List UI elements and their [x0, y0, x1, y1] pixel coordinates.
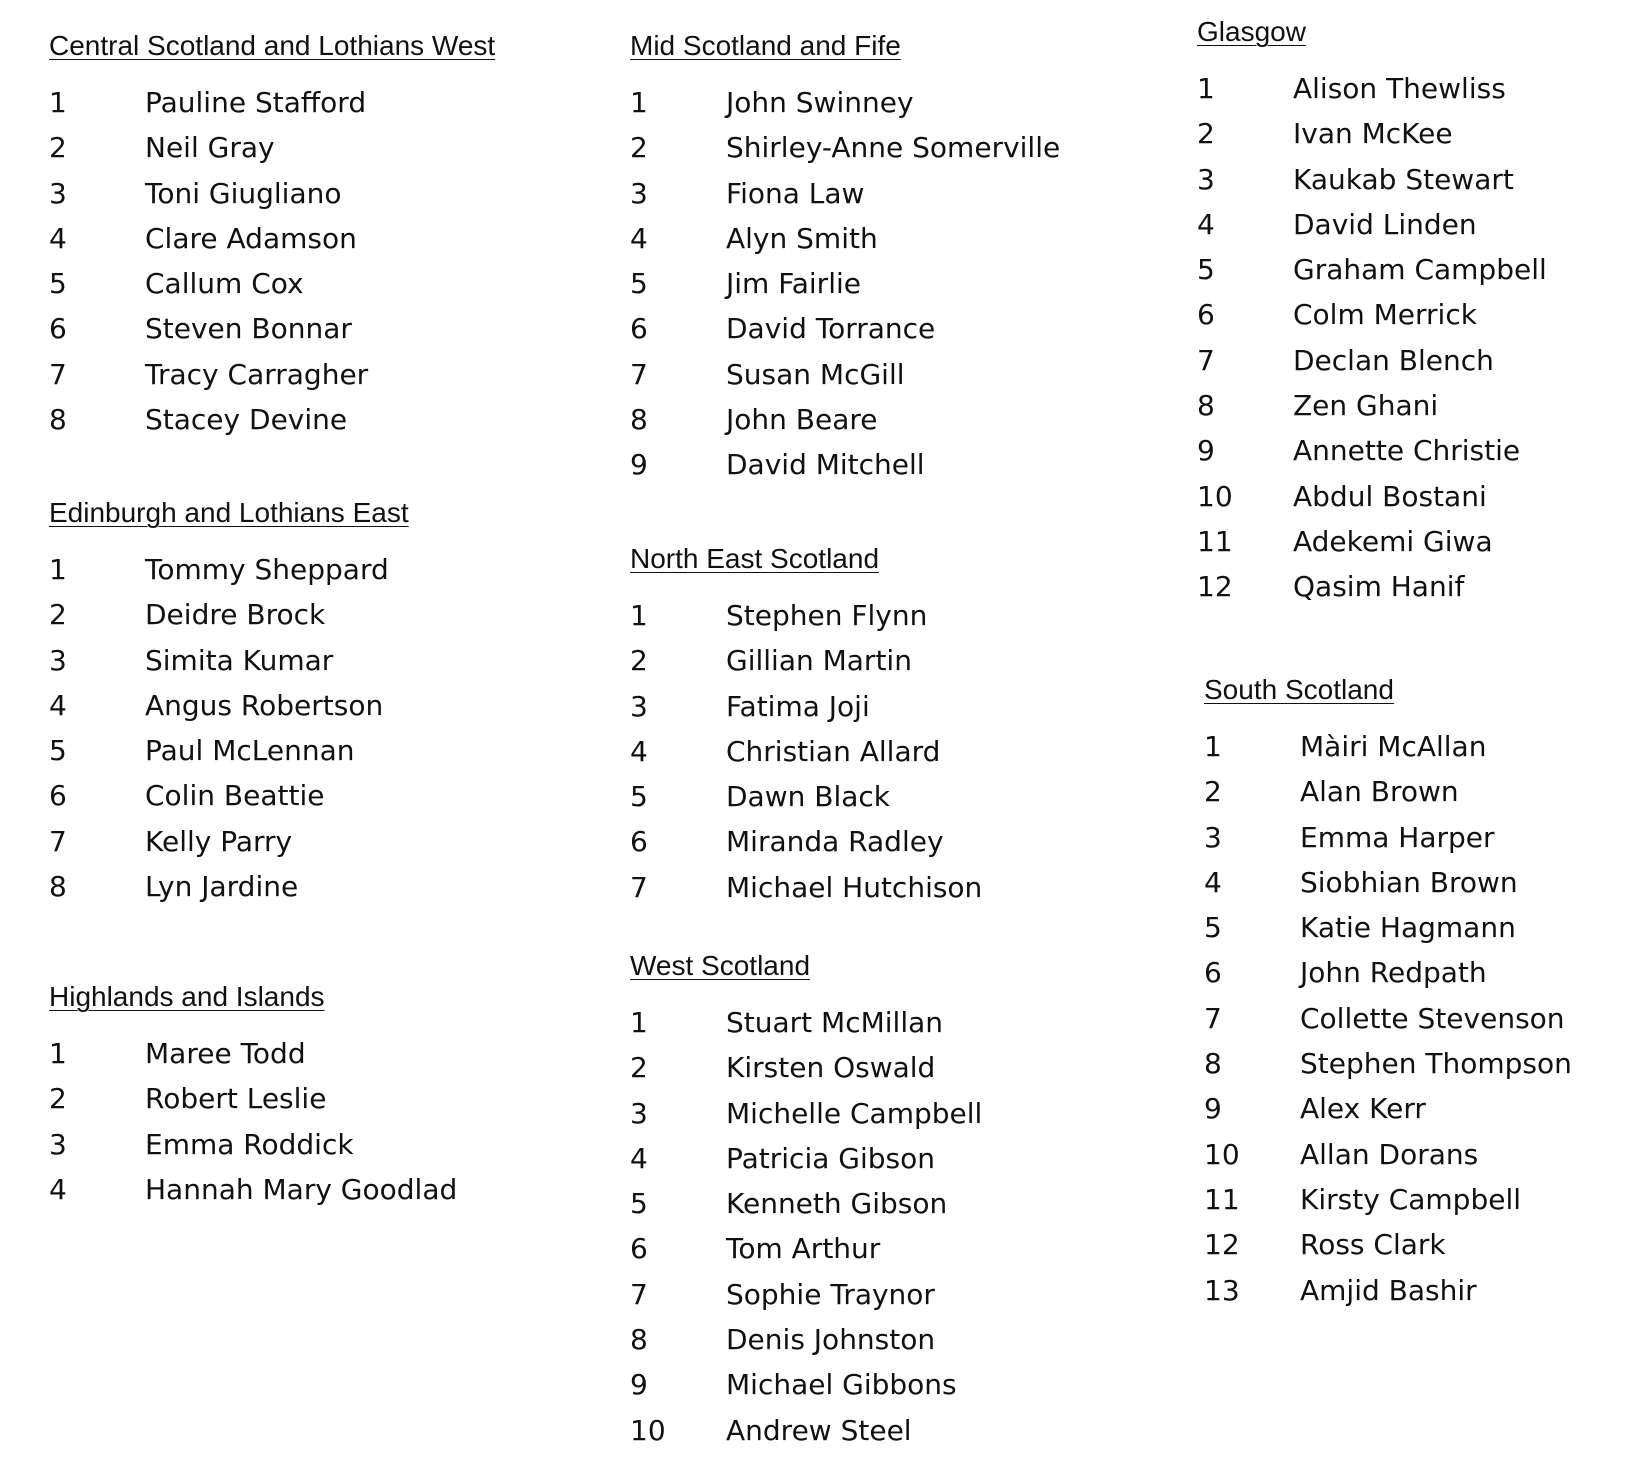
candidate-rank: 2	[49, 598, 67, 632]
candidate-rank: 1	[49, 1037, 67, 1070]
candidate-name: Ross Clark	[1300, 1228, 1446, 1262]
candidate-rank: 3	[49, 643, 67, 677]
candidate-rank: 7	[630, 357, 648, 391]
candidate-name: Ivan McKee	[1293, 117, 1453, 151]
candidate-rank: 9	[1204, 1092, 1222, 1126]
candidate-rank: 3	[1204, 820, 1222, 854]
candidate-rank: 5	[49, 734, 67, 768]
candidate-name: Gillian Martin	[726, 644, 912, 678]
candidate-name: John Swinney	[726, 86, 914, 119]
candidate-row	[630, 397, 1060, 442]
candidate-rank: 8	[1204, 1047, 1222, 1081]
candidate-name: Katie Hagmann	[1300, 911, 1516, 945]
candidate-row	[630, 819, 982, 864]
candidate-name: Kirsten Oswald	[726, 1051, 936, 1085]
candidate-rank: 10	[630, 1413, 666, 1447]
candidate-row	[1197, 111, 1547, 156]
candidate-row	[49, 397, 495, 442]
candidate-rank: 4	[1204, 865, 1222, 899]
candidate-rank: 4	[1197, 207, 1215, 241]
candidate-rank: 12	[1197, 570, 1233, 604]
region-mid-scotland-fife	[630, 26, 1060, 488]
candidate-rank: 3	[630, 689, 648, 723]
region-edinburgh-lothians-east	[49, 493, 409, 909]
candidate-row	[630, 638, 982, 683]
region-north-east-scotland	[630, 539, 982, 910]
candidate-row	[630, 593, 982, 638]
candidate-name: David Torrance	[726, 312, 936, 346]
candidate-row	[49, 683, 409, 728]
candidate-row	[1197, 474, 1547, 519]
candidate-row	[630, 442, 1060, 487]
candidate-row	[630, 1045, 982, 1090]
candidate-name: Michael Hutchison	[726, 870, 983, 904]
candidate-row	[49, 1031, 457, 1076]
candidate-rank: 2	[1197, 117, 1215, 151]
candidate-row	[1204, 1268, 1572, 1313]
candidate-row	[1204, 860, 1572, 905]
candidate-rank: 3	[49, 176, 67, 210]
candidate-row	[1197, 247, 1547, 292]
region-title: West Scotland	[630, 950, 811, 981]
candidate-row	[49, 352, 495, 397]
candidate-row	[49, 306, 495, 351]
candidate-list	[630, 593, 982, 910]
candidate-rank: 5	[630, 267, 648, 301]
candidate-name: Fiona Law	[726, 176, 865, 210]
candidate-name: Toni Giugliano	[145, 176, 342, 210]
candidate-row	[630, 352, 1060, 397]
candidate-name: Colin Beattie	[145, 779, 325, 813]
candidate-rank: 5	[630, 1187, 648, 1221]
region-title: Glasgow	[1197, 16, 1306, 47]
candidate-name: Graham Campbell	[1293, 253, 1547, 287]
candidate-rank: 2	[49, 131, 67, 165]
candidate-name: John Redpath	[1300, 956, 1487, 990]
candidate-rank: 9	[630, 1368, 648, 1402]
candidate-name: Siobhian Brown	[1300, 865, 1518, 899]
candidate-rank: 3	[49, 1127, 67, 1161]
candidate-row	[630, 171, 1060, 216]
candidate-rank: 11	[1197, 524, 1233, 558]
candidate-rank: 2	[630, 644, 648, 678]
candidate-row	[49, 1167, 457, 1212]
candidate-row	[1204, 996, 1572, 1041]
candidate-name: Susan McGill	[726, 357, 905, 391]
candidate-name: Patricia Gibson	[726, 1141, 936, 1175]
candidate-rank: 13	[1204, 1273, 1240, 1307]
candidate-name: Colm Merrick	[1293, 298, 1477, 332]
region-highlands-islands	[49, 977, 457, 1212]
candidate-name: John Beare	[726, 403, 878, 437]
candidate-row	[49, 1122, 457, 1167]
candidate-name: Lyn Jardine	[145, 870, 299, 904]
candidate-name: Declan Blench	[1293, 343, 1494, 377]
candidate-name: Michael Gibbons	[726, 1368, 957, 1402]
candidate-name: Sophie Traynor	[726, 1277, 935, 1311]
candidate-name: David Mitchell	[726, 448, 925, 482]
candidate-row	[1204, 1177, 1572, 1222]
candidate-name: Amjid Bashir	[1300, 1273, 1477, 1307]
candidate-name: Qasim Hanif	[1293, 570, 1465, 604]
candidate-rank: 1	[49, 553, 67, 586]
candidate-rank: 6	[630, 1232, 648, 1266]
candidate-name: Michelle Campbell	[726, 1096, 983, 1130]
candidate-name: Hannah Mary Goodlad	[145, 1172, 458, 1206]
candidate-row	[49, 1076, 457, 1121]
candidate-row	[630, 1091, 982, 1136]
candidate-name: Christian Allard	[726, 734, 941, 768]
candidate-rank: 7	[630, 1277, 648, 1311]
candidate-row	[1197, 383, 1547, 428]
candidate-rank: 3	[630, 1096, 648, 1130]
candidate-name: Alison Thewliss	[1293, 72, 1506, 105]
candidate-list	[49, 80, 495, 442]
candidate-name: Simita Kumar	[145, 643, 334, 677]
candidate-row	[630, 729, 982, 774]
candidate-name: Tommy Sheppard	[145, 553, 389, 586]
candidate-rank: 4	[49, 221, 67, 255]
candidate-list	[1197, 66, 1547, 610]
candidate-row	[1204, 815, 1572, 860]
candidate-row	[630, 1181, 982, 1226]
candidate-list	[49, 1031, 457, 1212]
candidate-row	[1204, 769, 1572, 814]
candidate-name: Andrew Steel	[726, 1413, 912, 1447]
candidate-row	[49, 261, 495, 306]
candidate-row	[630, 1272, 982, 1317]
candidate-name: Jim Fairlie	[726, 267, 861, 301]
candidate-rank: 7	[49, 824, 67, 858]
candidate-rank: 6	[1204, 956, 1222, 990]
candidate-row	[49, 773, 409, 818]
candidate-rank: 3	[630, 176, 648, 210]
candidate-rank: 8	[49, 870, 67, 904]
candidate-name: Callum Cox	[145, 267, 304, 301]
candidate-row	[630, 1226, 982, 1271]
candidate-list	[630, 80, 1060, 488]
candidate-name: Annette Christie	[1293, 434, 1521, 468]
candidate-name: Stephen Thompson	[1300, 1047, 1572, 1081]
candidate-list	[49, 547, 409, 909]
candidate-row	[49, 80, 495, 125]
candidate-rank: 10	[1197, 479, 1233, 513]
candidate-name: Alyn Smith	[726, 221, 878, 255]
candidate-rank: 6	[49, 779, 67, 813]
candidate-rank: 1	[1197, 72, 1215, 105]
region-west-scotland	[630, 946, 982, 1453]
candidate-name: Neil Gray	[145, 131, 275, 165]
candidate-name: Allan Dorans	[1300, 1137, 1479, 1171]
candidate-row	[1197, 157, 1547, 202]
candidate-rank: 7	[49, 357, 67, 391]
candidate-name: Tracy Carragher	[145, 357, 369, 391]
candidate-row	[49, 819, 409, 864]
candidate-row	[1204, 1086, 1572, 1131]
candidate-row	[630, 1000, 982, 1045]
candidate-name: Emma Roddick	[145, 1127, 354, 1161]
candidate-rank: 2	[630, 1051, 648, 1085]
candidate-rank: 5	[1197, 253, 1215, 287]
candidate-name: David Linden	[1293, 207, 1477, 241]
candidate-name: Kenneth Gibson	[726, 1187, 948, 1221]
candidate-name: Alan Brown	[1300, 775, 1459, 809]
candidate-row	[49, 125, 495, 170]
candidate-rank: 4	[630, 221, 648, 255]
candidate-row	[630, 684, 982, 729]
candidate-row	[49, 216, 495, 261]
candidate-rank: 4	[49, 688, 67, 722]
candidate-row	[1197, 564, 1547, 609]
candidate-rank: 5	[49, 267, 67, 301]
candidate-rank: 7	[1197, 343, 1215, 377]
candidate-row	[1197, 292, 1547, 337]
candidate-name: Màiri McAllan	[1300, 730, 1487, 763]
candidate-row	[1204, 724, 1572, 769]
candidate-name: Denis Johnston	[726, 1323, 936, 1357]
candidate-row	[630, 1317, 982, 1362]
candidate-rank: 1	[1204, 730, 1222, 763]
region-title: Edinburgh and Lothians East	[49, 497, 409, 528]
candidate-row	[1197, 202, 1547, 247]
candidate-row	[630, 80, 1060, 125]
candidate-row	[630, 1362, 982, 1407]
region-title: Mid Scotland and Fife	[630, 30, 901, 61]
candidate-rank: 4	[630, 734, 648, 768]
candidate-name: Stuart McMillan	[726, 1006, 943, 1039]
candidate-row	[630, 216, 1060, 261]
candidate-row	[630, 1408, 982, 1453]
candidate-rank: 11	[1204, 1182, 1240, 1216]
candidate-name: Abdul Bostani	[1293, 479, 1487, 513]
candidate-rank: 1	[630, 1006, 648, 1039]
region-central-scotland-lothians-west	[49, 26, 495, 442]
candidate-row	[630, 774, 982, 819]
candidate-rank: 6	[630, 825, 648, 859]
candidate-name: Steven Bonnar	[145, 312, 352, 346]
candidate-row	[630, 125, 1060, 170]
candidate-rank: 5	[1204, 911, 1222, 945]
candidate-name: Alex Kerr	[1300, 1092, 1426, 1126]
candidate-rank: 8	[630, 403, 648, 437]
candidate-name: Tom Arthur	[726, 1232, 881, 1266]
region-glasgow	[1197, 12, 1547, 610]
candidate-name: Zen Ghani	[1293, 389, 1439, 423]
candidate-name: Maree Todd	[145, 1037, 306, 1070]
candidate-name: Emma Harper	[1300, 820, 1495, 854]
candidate-row	[1204, 905, 1572, 950]
candidate-name: Kaukab Stewart	[1293, 162, 1514, 196]
candidate-row	[49, 592, 409, 637]
region-title: Highlands and Islands	[49, 981, 325, 1012]
candidate-rank: 9	[630, 448, 648, 482]
candidate-rank: 8	[49, 403, 67, 437]
candidate-name: Stacey Devine	[145, 403, 348, 437]
candidate-row	[1197, 338, 1547, 383]
candidate-name: Fatima Joji	[726, 689, 870, 723]
region-title: South Scotland	[1204, 674, 1394, 705]
candidate-rank: 7	[1204, 1001, 1222, 1035]
candidate-rank: 4	[630, 1141, 648, 1175]
candidate-rank: 6	[49, 312, 67, 346]
candidate-row	[1204, 950, 1572, 995]
candidate-row	[49, 638, 409, 683]
candidate-name: Kirsty Campbell	[1300, 1182, 1522, 1216]
candidate-name: Paul McLennan	[145, 734, 355, 768]
candidate-row	[1197, 519, 1547, 564]
candidate-name: Clare Adamson	[145, 221, 357, 255]
candidate-rank: 9	[1197, 434, 1215, 468]
candidate-row	[1197, 428, 1547, 473]
candidate-rank: 2	[630, 131, 648, 165]
candidate-rank: 1	[630, 86, 648, 119]
candidate-row	[630, 865, 982, 910]
region-title: Central Scotland and Lothians West	[49, 30, 496, 61]
candidate-name: Kelly Parry	[145, 824, 293, 858]
candidate-name: Stephen Flynn	[726, 599, 928, 632]
candidate-rank: 6	[1197, 298, 1215, 332]
candidate-row	[1204, 1222, 1572, 1267]
candidate-list	[630, 1000, 982, 1453]
region-title: North East Scotland	[630, 543, 880, 574]
candidate-name: Collette Stevenson	[1300, 1001, 1565, 1035]
candidate-row	[630, 1136, 982, 1181]
candidate-row	[49, 547, 409, 592]
candidate-rank: 2	[1204, 775, 1222, 809]
candidate-rank: 1	[630, 599, 648, 632]
candidate-name: Deidre Brock	[145, 598, 326, 632]
candidate-name: Pauline Stafford	[145, 86, 367, 119]
candidate-rank: 7	[630, 870, 648, 904]
candidate-name: Robert Leslie	[145, 1082, 327, 1116]
candidate-list	[1204, 724, 1572, 1313]
candidate-row	[630, 261, 1060, 306]
candidate-row	[49, 864, 409, 909]
candidate-row	[49, 728, 409, 773]
candidate-rank: 5	[630, 780, 648, 814]
candidate-rank: 10	[1204, 1137, 1240, 1171]
candidate-rank: 3	[1197, 162, 1215, 196]
candidate-row	[1204, 1132, 1572, 1177]
candidate-rank: 1	[49, 86, 67, 119]
candidate-name: Angus Robertson	[145, 688, 384, 722]
candidate-row	[1197, 66, 1547, 111]
region-south-scotland	[1204, 670, 1572, 1313]
candidate-name: Shirley-Anne Somerville	[726, 131, 1061, 165]
candidate-rank: 12	[1204, 1228, 1240, 1262]
candidate-rank: 2	[49, 1082, 67, 1116]
candidate-rank: 4	[49, 1172, 67, 1206]
candidate-name: Dawn Black	[726, 780, 891, 814]
candidate-row	[1204, 1041, 1572, 1086]
candidate-rank: 8	[1197, 389, 1215, 423]
candidate-rank: 8	[630, 1323, 648, 1357]
candidate-rank: 6	[630, 312, 648, 346]
candidate-name: Miranda Radley	[726, 825, 944, 859]
candidate-row	[49, 171, 495, 216]
candidate-name: Adekemi Giwa	[1293, 524, 1493, 558]
candidate-row	[630, 306, 1060, 351]
